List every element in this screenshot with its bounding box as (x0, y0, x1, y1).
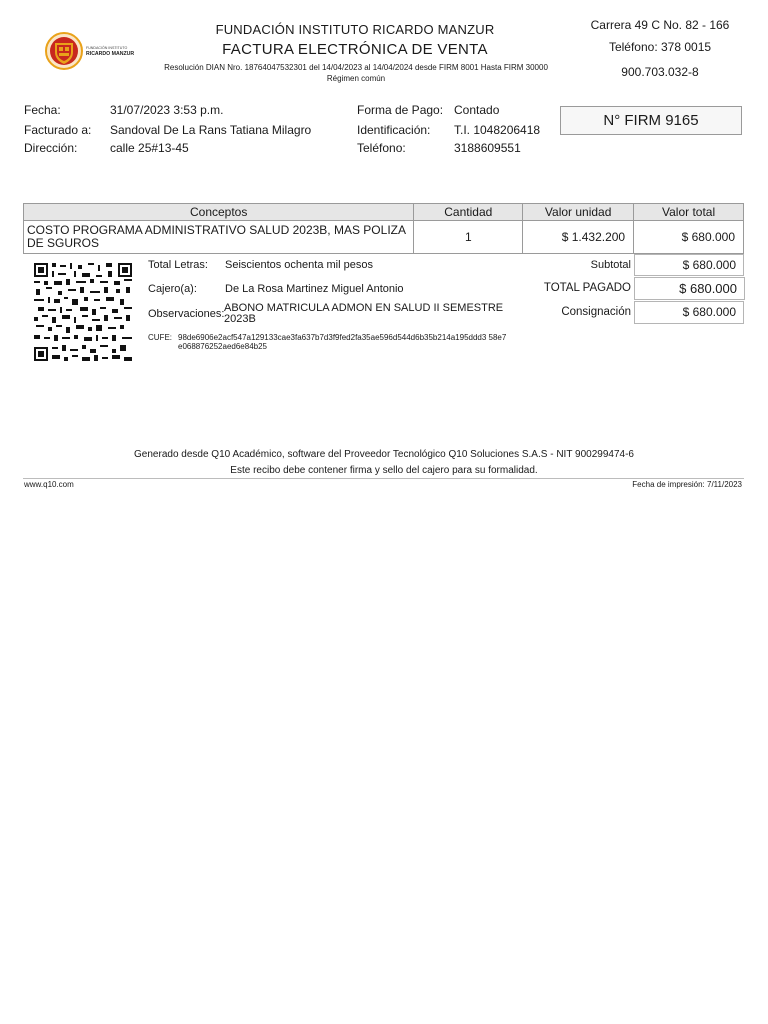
billed-to-label: Facturado a: (24, 123, 92, 137)
total-in-words-label: Total Letras: (148, 259, 208, 271)
table-header-row (24, 204, 744, 221)
footer-divider (23, 478, 744, 479)
website-link[interactable]: www.q10.com (24, 480, 74, 489)
svg-text:FUNDACIÓN INSTITUTO: FUNDACIÓN INSTITUTO (86, 46, 128, 50)
column-header-concepts: Conceptos (24, 204, 414, 221)
document-title: FACTURA ELECTRÓNICA DE VENTA (222, 41, 488, 58)
cufe-label: CUFE: (148, 333, 172, 342)
phone-label: Teléfono: (357, 141, 406, 155)
address-value: calle 25#13-45 (110, 141, 189, 155)
observations-label: Observaciones: (148, 308, 225, 320)
column-header-total-value: Valor total (634, 204, 744, 221)
address-label: Dirección: (24, 141, 78, 155)
company-address: Carrera 49 C No. 82 - 166 (590, 18, 730, 32)
items-table (23, 203, 744, 254)
organization-name: FUNDACIÓN INSTITUTO RICARDO MANZUR (215, 22, 495, 37)
subtotal-value: $ 680.000 (634, 254, 744, 276)
qr-code (34, 263, 132, 361)
phone-value: 3188609551 (454, 141, 521, 155)
company-nit: 900.703.032-8 (621, 65, 699, 79)
concept-cell: COSTO PROGRAMA ADMINISTRATIVO SALUD 2023B, MAS POLIZA DE SGUROS (24, 221, 414, 254)
date-value: 31/07/2023 3:53 p.m. (110, 103, 224, 117)
unit-value-cell: $ 1.432.200 (523, 221, 634, 254)
institution-seal-icon (42, 30, 134, 72)
column-header-quantity: Cantidad (414, 204, 523, 221)
generated-by-note: Generado desde Q10 Académico, software del Proveedor Tecnológico Q10 Soluciones S.A.S - NIT 900299474-6 (134, 449, 634, 460)
cashier-label: Cajero(a): (148, 283, 197, 295)
signature-note: Este recibo debe contener firma y sello del cajero para su formalidad. (230, 465, 538, 476)
quantity-cell: 1 (414, 221, 523, 254)
print-date: Fecha de impresión: 7/11/2023 (632, 480, 742, 489)
payment-method-value: Contado (454, 103, 500, 117)
payment-method-label: Forma de Pago: (357, 103, 444, 117)
tax-regime: Régimen común (326, 74, 386, 83)
total-in-words-value: Seiscientos ochenta mil pesos (225, 259, 373, 271)
invoice-number: N° FIRM 9165 (560, 106, 742, 135)
observations-value: ABONO MATRICULA ADMON EN SALUD II SEMESTRE 2023B (224, 302, 504, 325)
company-phone: Teléfono: 378 0015 (608, 40, 712, 54)
billed-to-value: Sandoval De La Rans Tatiana Milagro (110, 123, 312, 137)
identification-value: T.I. 1048206418 (454, 123, 541, 137)
cufe-value: 98de6906e2acf547a129133cae3fa637b7d3f9fed2fa35ae596d544d6b35b214a195ddd3 58e7e068876252aed6e84b25 (178, 333, 507, 351)
svg-text:RICARDO MANZUR: RICARDO MANZUR (86, 51, 134, 57)
total-paid-value: $ 680.000 (634, 277, 745, 300)
consignment-label: Consignación (561, 306, 631, 318)
institution-logo (42, 30, 134, 72)
identification-label: Identificación: (357, 123, 431, 137)
dian-resolution (140, 62, 572, 84)
cashier-value: De La Rosa Martinez Miguel Antonio (225, 283, 404, 295)
resolution-text: Resolución DIAN Nro. 18764047532301 del 14/04/2023 al 14/04/2024 desde FIRM 8001 Hasta FIRM 30000 (164, 63, 548, 72)
date-label: Fecha: (24, 103, 61, 117)
table-row (24, 221, 744, 254)
qr-code-icon (34, 263, 132, 361)
consignment-value: $ 680.000 (634, 301, 744, 324)
total-value-cell: $ 680.000 (634, 221, 744, 254)
total-paid-label: TOTAL PAGADO (543, 282, 631, 294)
column-header-unit-value: Valor unidad (523, 204, 634, 221)
subtotal-label: Subtotal (590, 259, 631, 271)
